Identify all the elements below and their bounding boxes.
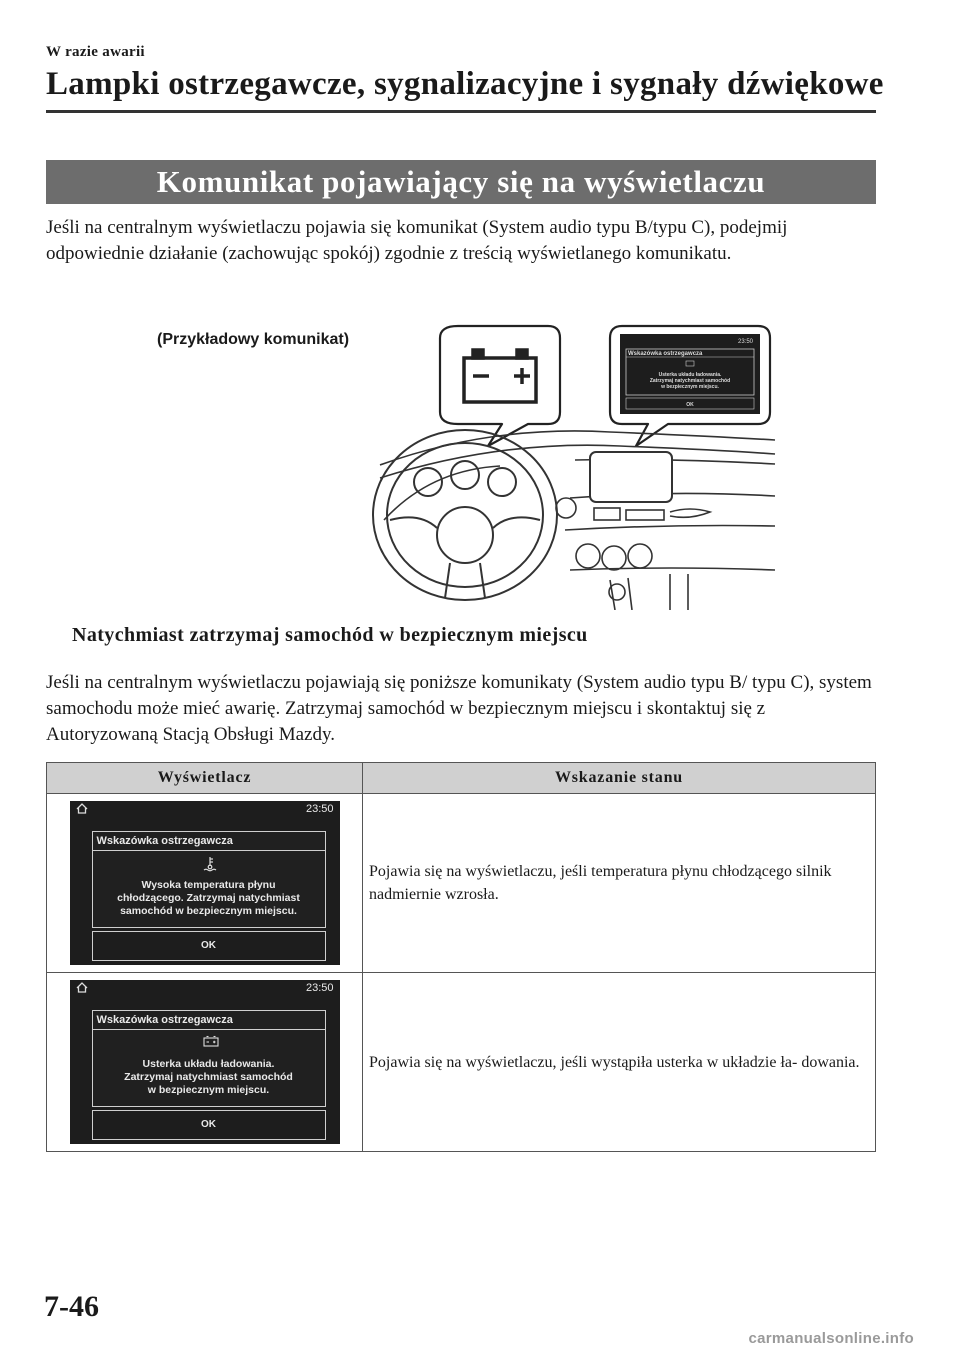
home-icon [76,982,88,993]
dialog-message [97,879,321,918]
display-cell [47,973,363,1152]
mini-warning-screen [620,334,760,414]
status-description: Pojawia się na wyświetlaczu, jeśli wystąpiła usterka w układzie ła- dowania. [363,973,876,1152]
paragraph-2: Jeśli na centralnym wyświetlaczu pojawiają się poniższe komunikaty (System audio typu B/ typu C), system samochodu może mieć awarię. Zatrzymaj samochód w bezpiecznym miejscu i skontaktuj się z Autoryzowaną Stacją Obsługi Mazdy. [46,672,872,745]
screen-topbar [70,980,340,996]
steering-wheel [373,430,557,600]
display-cell [47,794,363,973]
warning-dialog [92,1010,326,1107]
ok-button[interactable]: OK [92,931,326,961]
intro-paragraph: Jeśli na centralnym wyświetlaczu pojawia się komunikat (System audio typu B/typu C), podejmij odpowiednie działanie (zachowując spokój) zgodnie z treścią wyświetlanego komunikatu. [46,217,788,264]
console-controls [556,498,710,600]
figure-caption: (Przykładowy komunikat) [157,331,350,348]
subhead: Natychmiast zatrzymaj samochód w bezpiecznym miejscu [72,624,588,646]
mini-screen-time: 23:50 [737,339,753,345]
title-rule [46,110,876,113]
table-header-row [47,763,876,794]
mini-msg-2: Zatrzymaj natychmiast samochód [649,378,731,384]
warning-dialog [92,831,326,928]
dialog-message-line: Zatrzymaj natychmiast samochód [124,1071,293,1083]
table-row [47,973,876,1152]
dialog-message-line: w bezpiecznym miejscu. [147,1084,270,1096]
watermark: carmanualsonline.info [748,1330,914,1347]
dialog-message-line: chłodzącego. Zatrzymaj natychmiast [117,892,300,904]
status-description: Pojawia się na wyświetlaczu, jeśli temperatura płynu chłodzącego silnik nadmiernie wzrosła. [363,794,876,973]
dialog-title: Wskazówka ostrzegawcza [93,832,325,851]
mini-dialog-title: Wskazówka ostrzegawcza [628,351,703,357]
screen-topbar [70,801,340,817]
header-status: Wskazanie stanu [363,763,876,794]
warning-table [46,762,876,1152]
center-display [590,452,672,502]
mini-msg-3: w bezpiecznym miejscu. [661,384,719,390]
section-label: W razie awarii [46,44,145,60]
dialog-message-line: Wysoka temperatura płynu [141,879,276,891]
header-display: Wyświetlacz [47,763,363,794]
battery-callout [440,326,560,446]
dialog-title: Wskazówka ostrzegawcza [93,1011,325,1030]
coolant-temperature-icon [203,856,217,872]
home-icon [76,803,88,814]
battery-icon [203,1035,219,1047]
mini-msg-1: Usterka układu ładowania. [658,372,722,378]
warning-screen-charging [70,980,340,1144]
screen-time: 23:50 [305,803,334,815]
warning-screen-coolant [70,801,340,965]
screen-time: 23:50 [305,982,334,994]
ok-button[interactable]: OK [92,1110,326,1140]
dialog-message-line: samochód w bezpiecznym miejscu. [120,905,297,917]
dialog-message-line: Usterka układu ładowania. [142,1058,275,1070]
table-row [47,794,876,973]
dialog-message [97,1058,321,1097]
dashboard-illustration [370,320,790,610]
mini-ok: OK [686,402,694,408]
page-title: Lampki ostrzegawcze, sygnalizacyjne i sygnały dźwiękowe [46,66,884,102]
page-number: 7-46 [44,1290,99,1323]
section-banner: Komunikat pojawiający się na wyświetlaczu [46,160,876,204]
